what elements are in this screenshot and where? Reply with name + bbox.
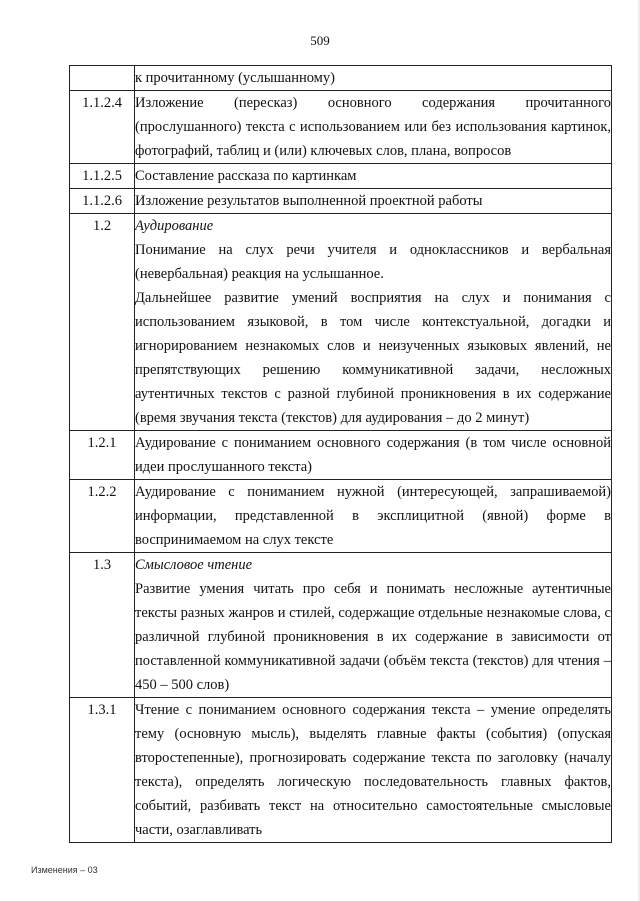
table-row	[70, 480, 612, 553]
table-row	[70, 698, 612, 843]
curriculum-table	[69, 65, 612, 843]
row-paragraph: Развитие умения читать про себя и понимать несложные аутентичные тексты разных жанров и стилей, содержащие отдельные незнакомые слова, с различной глубиной проникновения в их содержание в зависимости от поставленной коммуникативной задачи (объём текста (текстов) для чтения – 450 – 500 слов)	[135, 581, 611, 693]
row-content	[135, 431, 612, 480]
row-content	[135, 698, 612, 843]
section-heading: Аудирование	[135, 218, 214, 234]
row-code: 1.2.2	[70, 480, 135, 553]
section-heading: Смысловое чтение	[135, 557, 253, 573]
row-code	[70, 66, 135, 91]
row-code: 1.1.2.5	[70, 164, 135, 189]
row-code: 1.3.1	[70, 698, 135, 843]
row-content	[135, 214, 612, 431]
row-code: 1.1.2.4	[70, 91, 135, 164]
row-content	[135, 553, 612, 698]
table-row	[70, 431, 612, 480]
row-paragraph: Чтение с пониманием основного содержания текста – умение определять тему (основную мысль), выделять главные факты (события) (опуская второстепенные), прогнозировать содержание текста по заголовку (началу текста), определять логическую последовательность главных фактов, событий, разбивать текст на относительно самостоятельные смысловые части, озаглавливать	[135, 702, 611, 838]
row-paragraph: Аудирование с пониманием основного содержания (в том числе основной идеи прослушанного текста)	[135, 435, 611, 475]
row-paragraph: Изложение результатов выполненной проектной работы	[135, 193, 483, 209]
table-row	[70, 214, 612, 431]
table-row	[70, 66, 612, 91]
row-paragraph: Изложение (пересказ) основного содержания прочитанного (прослушанного) текста с использованием или без использования картинок, фотографий, таблиц и (или) ключевых слов, плана, вопросов	[135, 95, 611, 159]
row-content	[135, 66, 612, 91]
table-row	[70, 553, 612, 698]
table-body	[70, 66, 612, 843]
table-row	[70, 91, 612, 164]
row-code: 1.3	[70, 553, 135, 698]
row-paragraph: к прочитанному (услышанному)	[135, 70, 335, 86]
table-row	[70, 164, 612, 189]
row-code: 1.2.1	[70, 431, 135, 480]
footer-revision: Изменения – 03	[31, 865, 98, 875]
row-code: 1.2	[70, 214, 135, 431]
row-content	[135, 189, 612, 214]
row-paragraph: Дальнейшее развитие умений восприятия на слух и понимания с использованием языковой, в том числе контекстуальной, догадки и игнорированием незнакомых слов и неизученных языковых явлений, не препятствующих решению коммуникативной задачи, несложных аутентичных текстов с разной глубиной проникновения в их содержание (время звучания текста (текстов) для аудирования – до 2 минут)	[135, 290, 611, 426]
row-code: 1.1.2.6	[70, 189, 135, 214]
page-number: 509	[310, 33, 330, 48]
row-paragraph: Составление рассказа по картинкам	[135, 168, 357, 184]
row-paragraph: Понимание на слух речи учителя и одноклассников и вербальная (невербальная) реакция на услышанное.	[135, 242, 611, 282]
row-content	[135, 91, 612, 164]
row-content	[135, 480, 612, 553]
table-row	[70, 189, 612, 214]
row-content	[135, 164, 612, 189]
row-paragraph: Аудирование с пониманием нужной (интересующей, запрашиваемой) информации, представленной в эксплицитной (явной) форме в воспринимаемом на слух тексте	[135, 484, 611, 548]
